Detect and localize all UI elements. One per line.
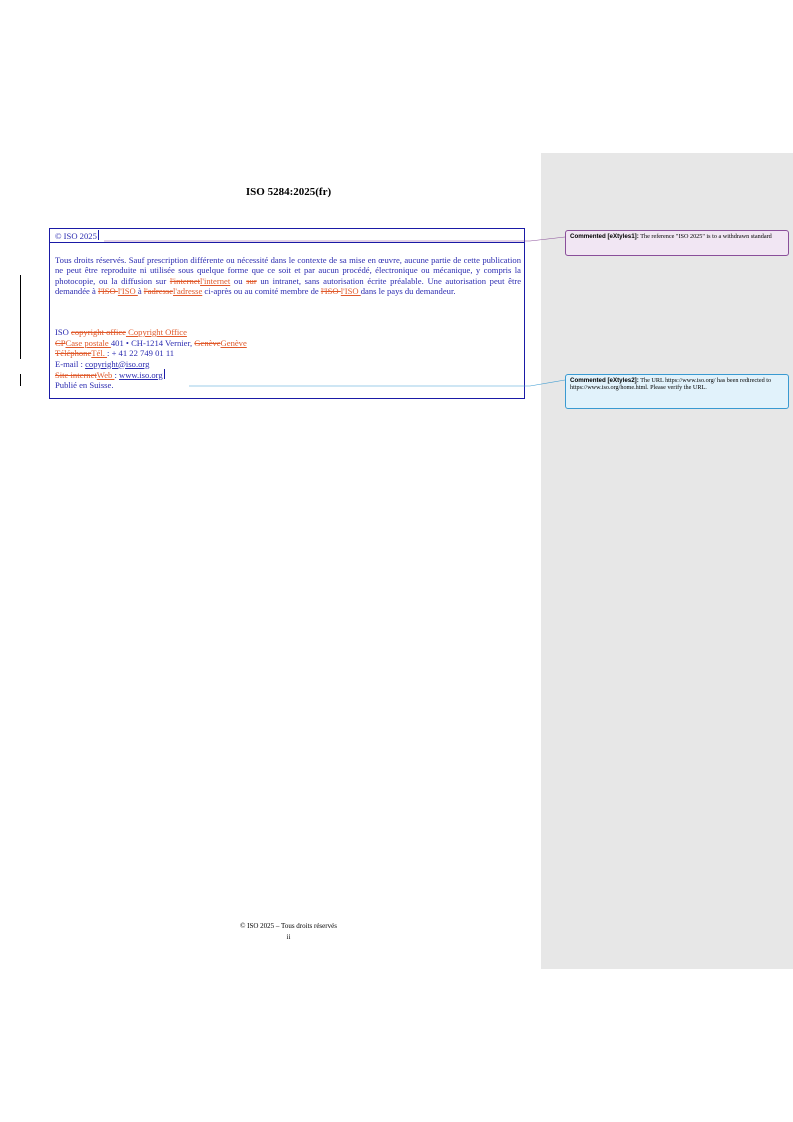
document-header-title: ISO 5284:2025(fr)	[245, 186, 332, 198]
inserted-text: Copyright Office	[125, 327, 187, 337]
paragraph-text: dans le pays du demandeur.	[360, 286, 456, 297]
deleted-text: l'ISO	[320, 286, 341, 297]
email-link[interactable]: copyright@iso.org	[85, 358, 150, 369]
paragraph-text: ci-après ou au comité membre de	[202, 286, 321, 297]
deleted-text: l'internet	[169, 275, 201, 286]
website-link[interactable]: www.iso.org	[119, 370, 163, 380]
comment-label: Commented [eXtyles1]:	[570, 233, 639, 240]
deleted-text: l'adresse	[143, 286, 174, 297]
inserted-text: l'adresse	[173, 286, 203, 297]
comment-label: Commented [eXtyles2]:	[570, 377, 639, 384]
deleted-text: sur	[246, 275, 257, 286]
comment-text: The reference "ISO 2025" is to a withdrawn standard	[638, 233, 772, 240]
email-label: E-mail :	[55, 358, 86, 369]
paragraph-text: ou	[230, 275, 247, 286]
comment-connector-1	[104, 237, 565, 241]
footer-copyright: © ISO 2025 – Tous droits réservés	[240, 922, 337, 930]
inserted-text: l'ISO	[117, 286, 138, 297]
deleted-text: l'ISO	[97, 286, 118, 297]
inserted-text: Case postale	[65, 337, 111, 348]
inserted-text: Tél.	[91, 348, 108, 358]
comment-text: The URL https://www.iso.org/ has been redirected to https://www.iso.org/home.html. Please verify the URL.	[570, 377, 772, 392]
inserted-text: Genève	[220, 337, 247, 348]
paragraph-text: un intranet, sans autorisation écrite préalable. Une autorisation peut être demandée à	[55, 275, 522, 297]
office-text: ISO	[55, 327, 71, 337]
comment-connector-2	[189, 380, 565, 386]
footer-page-number: ii	[286, 933, 291, 941]
inserted-text: Web	[96, 370, 115, 380]
paragraph-text: Tous droits réservés. Sauf prescription différente ou nécessité dans le contexte de sa mise en œuvre, aucune partie de cette publication ne peut être reproduite ni utilisée sous quelque forme que ce soit et par aucun procédé, électronique ou mécanique, y compris la photocopie, ou la diffusion sur	[55, 255, 521, 286]
phone-number: : + 41 22 749 01 11	[107, 348, 175, 358]
deleted-text: Site internet	[55, 370, 97, 380]
published-line: Publié en Suisse.	[55, 379, 114, 390]
web-separator: :	[114, 370, 119, 380]
inserted-text: l'ISO	[340, 286, 361, 297]
deleted-text: copyright office	[71, 327, 126, 337]
comment-balloon-1[interactable]	[565, 230, 789, 256]
paragraph-text: à	[137, 286, 144, 297]
comment-balloon-2[interactable]	[565, 374, 789, 409]
inserted-text: l'internet	[200, 275, 231, 286]
deleted-text: CP	[55, 337, 66, 348]
deleted-text: Genève	[194, 337, 221, 348]
copyright-year: © ISO 2025	[55, 231, 97, 241]
address-text: 401 • CH-1214 Vernier,	[110, 337, 195, 348]
deleted-text: Téléphone	[55, 348, 92, 358]
